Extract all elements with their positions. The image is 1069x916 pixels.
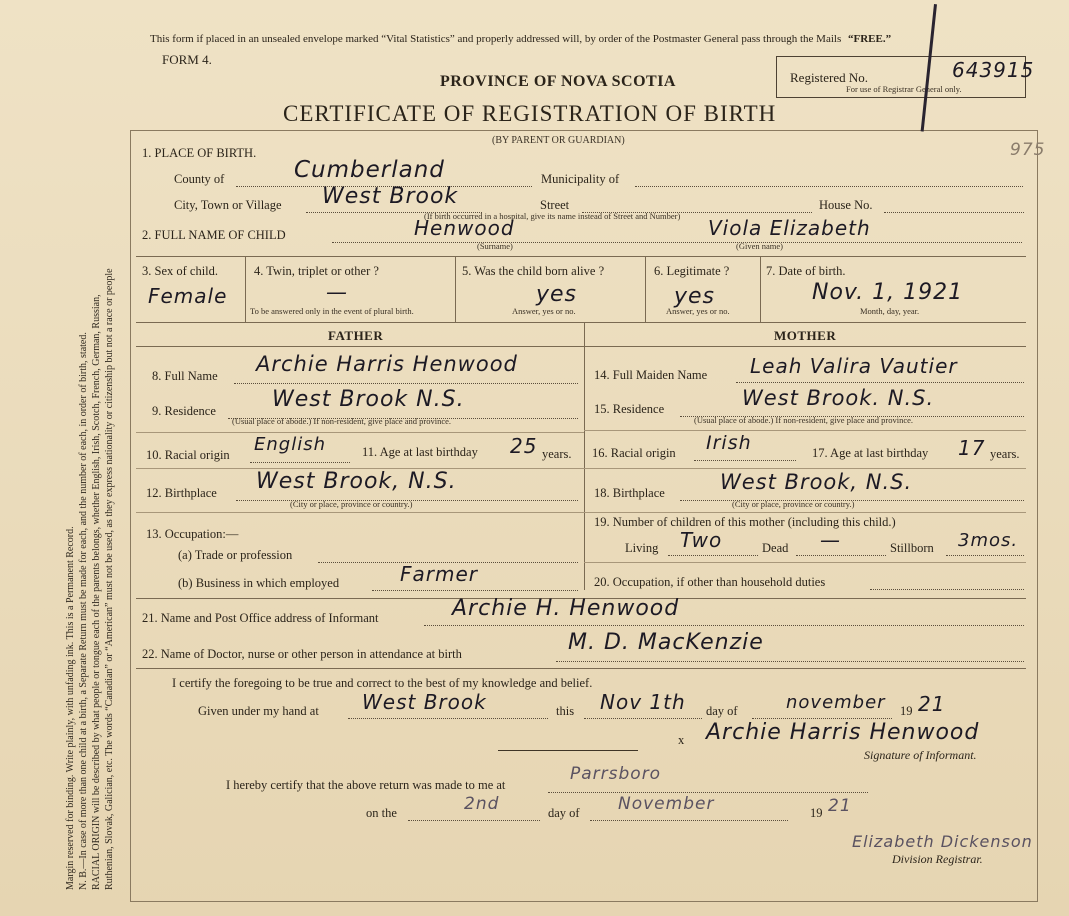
father-age-value: 25 xyxy=(510,434,538,458)
on-the-label: on the xyxy=(366,806,397,820)
dob-label: 7. Date of birth. xyxy=(766,264,846,278)
return-day-value: 2nd xyxy=(464,794,500,814)
province-heading: PROVINCE OF NOVA SCOTIA xyxy=(440,73,676,90)
signature-caption: Signature of Informant. xyxy=(864,748,977,762)
signature-short-rule xyxy=(498,750,638,751)
father-occupation-label: 13. Occupation:— xyxy=(146,527,239,541)
father-name-rule xyxy=(234,383,578,384)
mother-age-label: 17. Age at last birthday xyxy=(812,446,929,460)
mother-age-unit: years. xyxy=(990,447,1020,461)
mother-row-rule-1 xyxy=(584,430,1026,431)
father-name-value: Archie Harris Henwood xyxy=(256,352,518,376)
parents-divider xyxy=(584,322,585,590)
day-rule xyxy=(584,718,702,719)
registrar-use-note: For use of Registrar General only. xyxy=(846,84,962,94)
living-value: Two xyxy=(680,528,723,552)
legitimate-note: Answer, yes or no. xyxy=(666,306,730,316)
stillborn-value: 3mos. xyxy=(958,530,1019,551)
dead-label: Dead xyxy=(762,541,789,555)
margin-note-racial-origin: RACIAL ORIGIN will be described by what people or tongue each of the parents belongs, whether English, Irish, Scotch, French, German, Russian, xyxy=(91,294,102,890)
margin-notes xyxy=(64,10,116,890)
mother-birthplace-value: West Brook, N.S. xyxy=(720,470,913,494)
father-business-rule xyxy=(372,590,578,591)
mother-birthplace-note: (City or place, province or country.) xyxy=(732,499,855,509)
return-year-prefix: 19 xyxy=(810,806,823,820)
twin-label: 4. Twin, triplet or other ? xyxy=(254,264,379,278)
row-divider-2 xyxy=(455,256,456,322)
registrar-signature: Elizabeth Dickenson xyxy=(852,832,1033,851)
mother-occupation-rule xyxy=(870,589,1024,590)
row-bottom-rule xyxy=(136,322,1026,323)
father-birthplace-label: 12. Birthplace xyxy=(146,486,217,500)
dob-value: Nov. 1, 1921 xyxy=(812,280,964,305)
certificate-title: CERTIFICATE OF REGISTRATION OF BIRTH xyxy=(283,101,777,126)
informant-signature: Archie Harris Henwood xyxy=(706,720,980,745)
child-surname-value: Henwood xyxy=(414,216,515,240)
child-name-rule xyxy=(332,242,1022,243)
child-name-label: 2. FULL NAME OF CHILD xyxy=(142,228,286,242)
father-birthplace-note: (City or place, province or country.) xyxy=(290,499,413,509)
child-given-name-value: Viola Elizabeth xyxy=(708,216,871,240)
mother-racial-value: Irish xyxy=(706,432,752,454)
dead-value: — xyxy=(820,528,841,552)
certification-top-rule xyxy=(136,668,1026,669)
month-value: november xyxy=(786,692,886,713)
month-rule xyxy=(752,718,892,719)
house-label: House No. xyxy=(819,198,873,212)
year-value: 21 xyxy=(918,692,946,716)
given-name-caption: (Given name) xyxy=(736,241,783,251)
county-label: County of xyxy=(174,172,225,186)
father-residence-value: West Brook N.S. xyxy=(272,387,465,412)
mother-name-value: Leah Valira Vautier xyxy=(750,354,958,378)
mother-racial-rule xyxy=(694,460,796,461)
mother-age-value: 17 xyxy=(958,436,986,460)
return-day-of-label: day of xyxy=(548,806,580,820)
certify-text: I certify the foregoing to be true and correct to the best of my knowledge and belief. xyxy=(172,676,593,690)
return-text: I hereby certify that the above return was made to me at xyxy=(226,778,506,792)
row-divider-4 xyxy=(760,256,761,322)
return-year-value: 21 xyxy=(828,796,852,816)
return-place-value: Parrsboro xyxy=(570,764,662,784)
father-racial-value: English xyxy=(254,434,326,455)
father-residence-note: (Usual place of abode.) If non-resident, give place and province. xyxy=(232,416,452,426)
certificate-subtitle: (BY PARENT OR GUARDIAN) xyxy=(492,135,625,146)
surname-caption: (Surname) xyxy=(477,241,513,251)
given-place-rule xyxy=(348,718,548,719)
city-label: City, Town or Village xyxy=(174,198,282,212)
mother-name-rule xyxy=(736,382,1024,383)
father-business-value: Farmer xyxy=(400,562,478,586)
mother-row-rule-4 xyxy=(584,562,1026,563)
city-value: West Brook xyxy=(322,184,459,209)
stillborn-rule xyxy=(946,555,1024,556)
sex-label: 3. Sex of child. xyxy=(142,264,219,278)
mother-residence-value: West Brook. N.S. xyxy=(742,386,935,410)
registered-value: 643915 xyxy=(952,58,1035,82)
father-row-rule-1 xyxy=(136,432,584,433)
father-residence-label: 9. Residence xyxy=(152,404,216,418)
alive-label: 5. Was the child born alive ? xyxy=(462,264,605,278)
margin-note-plural-birth: N. B.—In case of more than one child at a birth, a Separate Return must be made for each, and the number of each, in order of birth, stated. xyxy=(78,332,89,890)
living-rule xyxy=(668,555,758,556)
return-month-rule xyxy=(590,820,788,821)
informant-value: Archie H. Henwood xyxy=(452,596,680,621)
mail-notice-text: This form if placed in an unsealed envelope marked “Vital Statistics” and properly addressed will, by order of the Postmaster General pass through the Mails xyxy=(150,33,842,45)
given-place-value: West Brook xyxy=(362,690,487,714)
form-number: FORM 4. xyxy=(162,52,212,67)
dob-note: Month, day, year. xyxy=(860,306,920,316)
return-place-rule xyxy=(548,792,868,793)
doctor-label: 22. Name of Doctor, nurse or other person in attendance at birth xyxy=(142,647,462,661)
registrar-caption: Division Registrar. xyxy=(892,852,983,866)
municipality-rule xyxy=(635,186,1023,187)
margin-note-binding: Margin reserved for binding. Write plainly, with unfading ink. This is a Permanent Record. xyxy=(65,526,76,890)
living-label: Living xyxy=(625,541,659,555)
year-prefix: 19 xyxy=(900,704,913,718)
informant-rule xyxy=(424,625,1024,626)
this-label: this xyxy=(556,704,575,718)
hospital-note: (If birth occurred in a hospital, give its name instead of Street and Number) xyxy=(424,211,681,221)
margin-note-racial-origin-cont: Ruthenian, Slovak, Galician, etc. The words “Canadian” or “American” must not be used, as they express nationality or citizenship but not a race or people xyxy=(104,268,115,890)
street-label: Street xyxy=(540,198,570,212)
mother-birthplace-label: 18. Birthplace xyxy=(594,486,665,500)
father-age-unit: years. xyxy=(542,447,572,461)
father-birthplace-value: West Brook, N.S. xyxy=(256,469,457,494)
father-heading: FATHER xyxy=(328,328,384,343)
row-divider-3 xyxy=(645,256,646,322)
corner-mark: 975 xyxy=(1010,140,1046,160)
municipality-label: Municipality of xyxy=(541,172,620,186)
father-business-label: (b) Business in which employed xyxy=(178,576,340,590)
twin-value: — xyxy=(326,280,348,304)
doctor-rule xyxy=(556,661,1024,662)
mother-heading: MOTHER xyxy=(774,328,837,343)
mother-row-rule-3 xyxy=(584,512,1026,513)
legitimate-value: yes xyxy=(674,284,716,309)
mother-racial-label: 16. Racial origin xyxy=(592,446,676,460)
sex-value: Female xyxy=(148,284,228,308)
return-month-value: November xyxy=(618,794,715,814)
legitimate-label: 6. Legitimate ? xyxy=(654,264,730,278)
place-of-birth-label: 1. PLACE OF BIRTH. xyxy=(142,146,257,160)
informant-label: 21. Name and Post Office address of Informant xyxy=(142,611,379,625)
day-value: Nov 1th xyxy=(600,690,686,714)
signature-mark: x xyxy=(678,733,685,747)
father-racial-label: 10. Racial origin xyxy=(146,448,230,462)
mother-children-label: 19. Number of children of this mother (including this child.) xyxy=(594,515,896,529)
county-value: Cumberland xyxy=(294,157,445,183)
doctor-value: M. D. MacKenzie xyxy=(568,630,764,655)
house-rule xyxy=(884,212,1024,213)
row-divider-1 xyxy=(245,256,246,322)
father-racial-rule xyxy=(250,462,350,463)
dead-rule xyxy=(796,555,886,556)
mail-notice xyxy=(150,33,891,45)
father-age-label: 11. Age at last birthday xyxy=(362,445,478,459)
stillborn-label: Stillborn xyxy=(890,541,934,555)
return-day-rule xyxy=(408,820,540,821)
parents-head-rule xyxy=(136,346,1026,347)
mail-free-text: “FREE.” xyxy=(847,33,892,45)
given-label: Given under my hand at xyxy=(198,704,319,718)
mother-row-rule-2 xyxy=(584,468,1026,469)
twin-note: To be answered only in the event of plural birth. xyxy=(250,306,414,316)
mother-name-label: 14. Full Maiden Name xyxy=(594,368,708,382)
alive-note: Answer, yes or no. xyxy=(512,306,576,316)
father-name-label: 8. Full Name xyxy=(152,369,218,383)
alive-value: yes xyxy=(536,282,578,307)
father-trade-label: (a) Trade or profession xyxy=(178,548,293,562)
father-row-rule-3 xyxy=(136,512,584,513)
day-of-label: day of xyxy=(706,704,738,718)
registered-label: Registered No. xyxy=(790,70,868,85)
mother-residence-note: (Usual place of abode.) If non-resident, give place and province. xyxy=(694,415,914,425)
mother-residence-label: 15. Residence xyxy=(594,402,665,416)
mother-occupation-label: 20. Occupation, if other than household duties xyxy=(594,575,826,589)
row-top-rule xyxy=(136,256,1026,257)
